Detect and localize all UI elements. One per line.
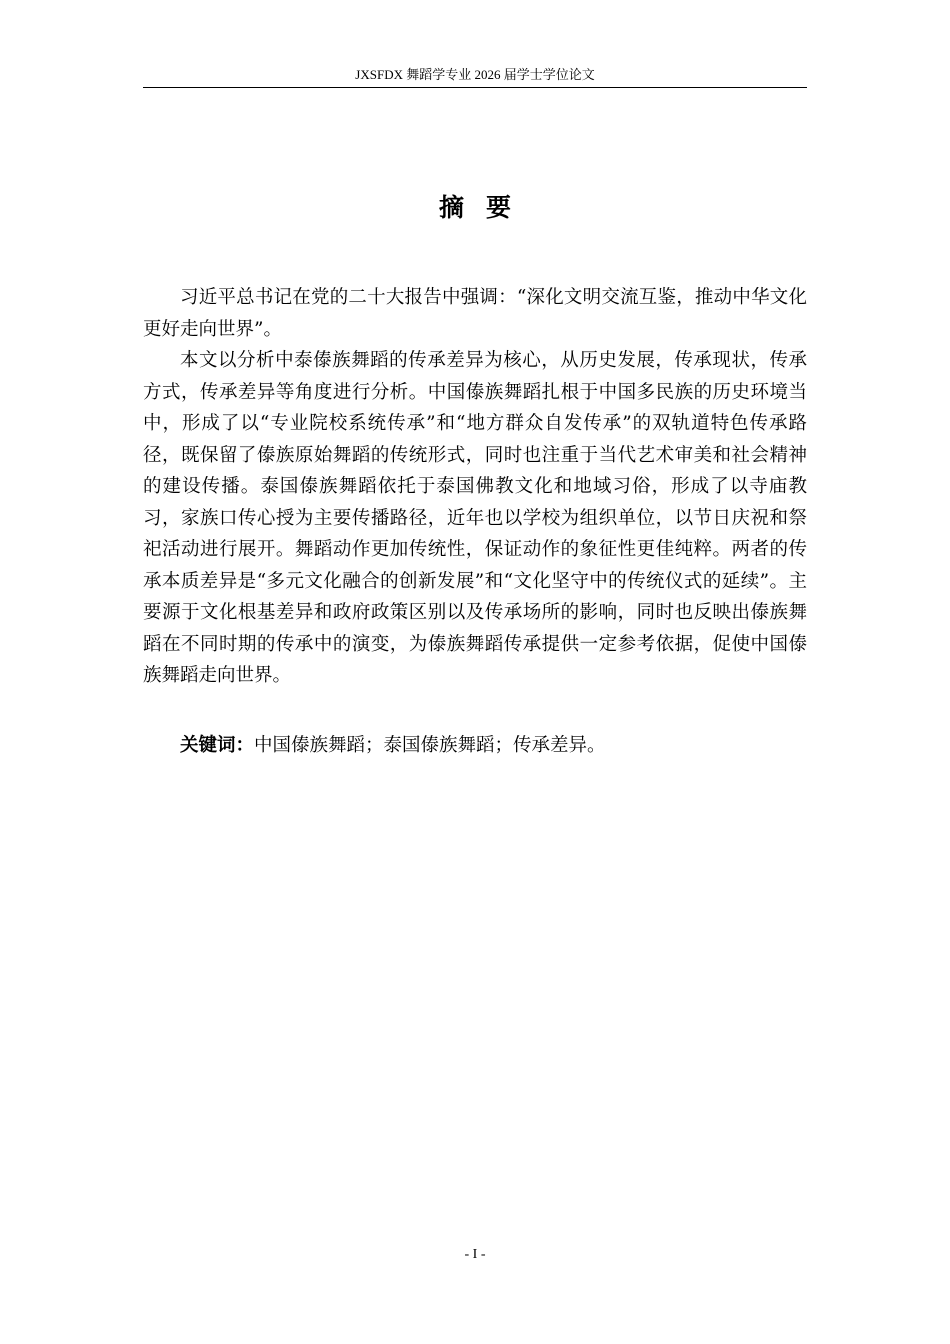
running-header: JXSFDX 舞蹈学专业 2026 届学士学位论文 xyxy=(355,67,595,82)
abstract-title: 摘要 xyxy=(438,193,533,222)
keywords-label: 关键词： xyxy=(180,735,255,756)
abstract-paragraph-1: 习近平总书记在党的二十大报告中强调：“深化文明交流互鉴，推动中华文化更好走向世界”。 xyxy=(143,287,807,340)
page-number: - I - xyxy=(464,1247,486,1262)
keywords-text: 中国傣族舞蹈；泰国傣族舞蹈；传承差异。 xyxy=(254,735,606,756)
abstract-paragraph-2: 本文以分析中泰傣族舞蹈的传承差异为核心，从历史发展，传承现状，传承方式，传承差异等角度进行分析。中国傣族舞蹈扎根于中国多民族的历史环境当中，形成了以“专业院校系统传承”和“地方群众自发传承”的双轨道特色传承路径，既保留了傣族原始舞蹈的传统形式，同时也注重于当代艺术审美和社会精神的建设传播。泰国傣族舞蹈依托于泰国佛教文化和地域习俗，形成了以寺庙教习，家族口传心授为主要传播路径，近年也以学校为组织单位，以节日庆祝和祭祀活动进行展开。舞蹈动作更加传统性，保证动作的象征性更佳纯粹。两者的传承本质差异是“多元文化融合的创新发展”和“文化坚守中的传统仪式的延续”。主要源于文化根基差异和政府政策区别以及传承场所的影响，同时也反映出傣族舞蹈在不同时期的传承中的演变，为傣族舞蹈传承提供一定参考依据，促使中国傣族舞蹈走向世界。 xyxy=(143,350,807,686)
abstract-body xyxy=(143,282,807,692)
header-rule xyxy=(143,87,807,88)
keywords xyxy=(143,730,807,762)
